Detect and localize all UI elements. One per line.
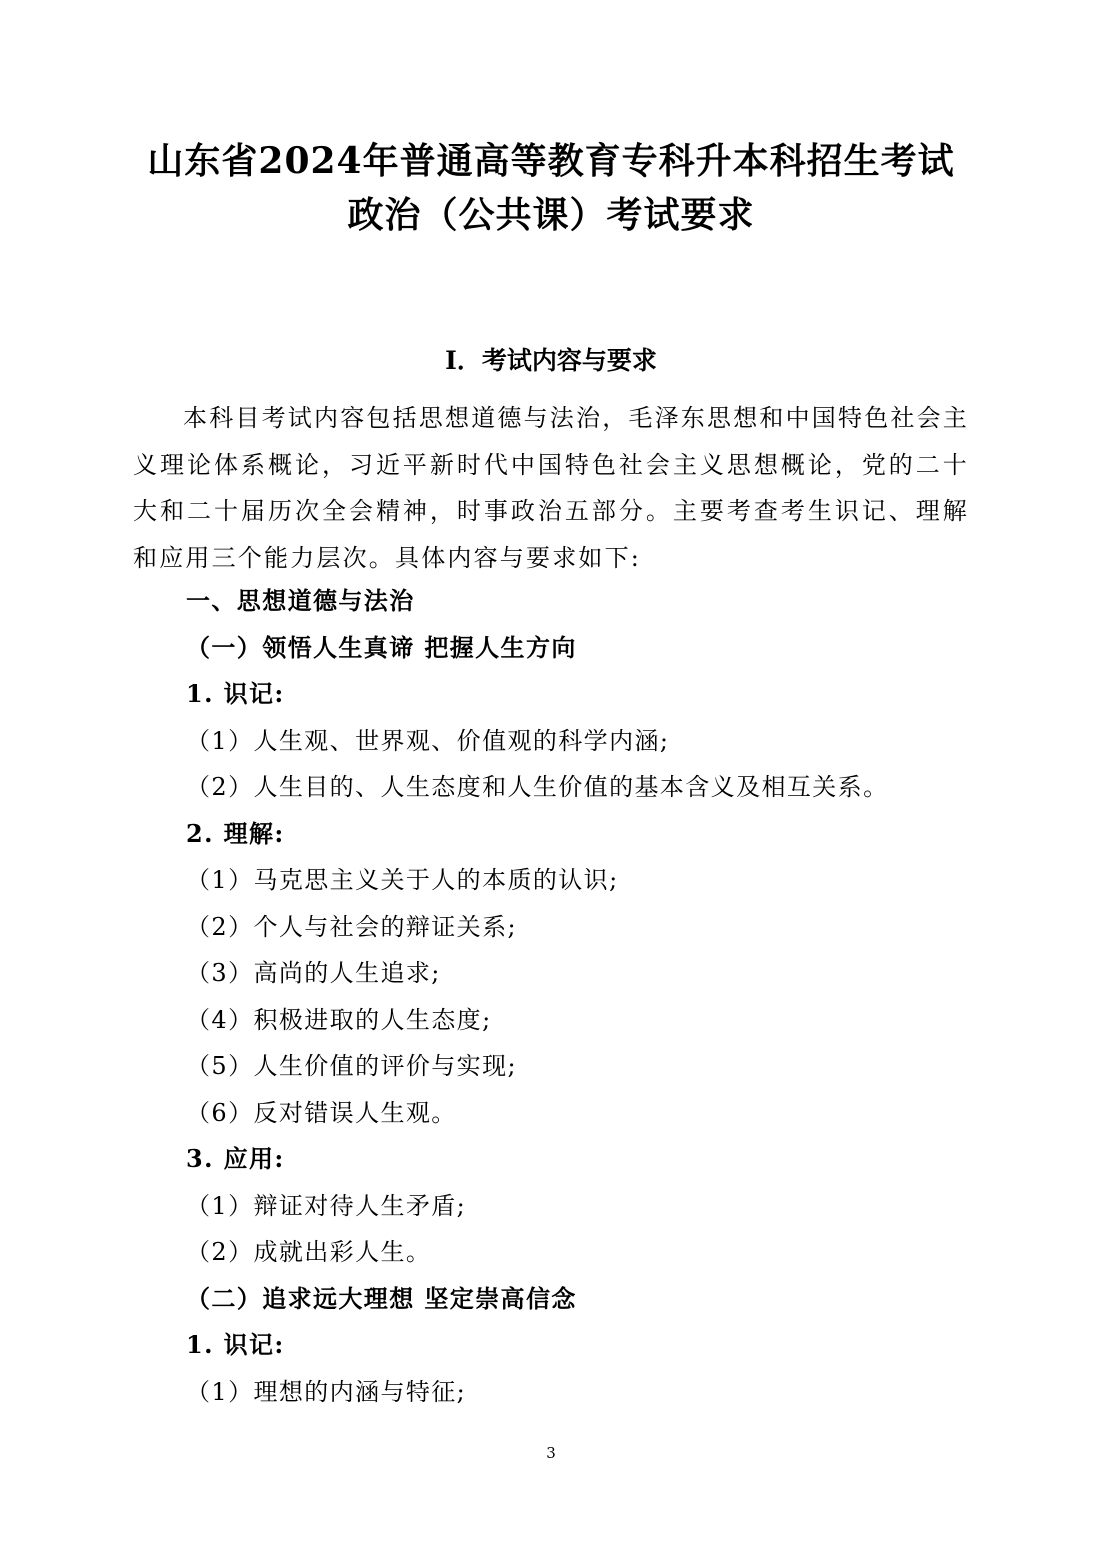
content-heading: （二）追求远大理想 坚定崇高信念 xyxy=(186,1283,577,1313)
content-heading: 一、思想道德与法治 xyxy=(186,586,415,615)
page-number: 3 xyxy=(546,1444,556,1462)
content-item: （5）人生价值的评价与实现; xyxy=(186,1052,517,1080)
document-title-line-1: 山东省2024年普通高等教育专科升本科招生考试 xyxy=(147,140,955,182)
content-item: （3）高尚的人生追求; xyxy=(186,959,441,987)
document-title-line-2: 政治（公共课）考试要求 xyxy=(347,194,755,236)
content-heading: 1. 识记: xyxy=(186,1330,285,1359)
content-item: （6）反对错误人生观。 xyxy=(186,1098,457,1127)
content-item: （2）成就出彩人生。 xyxy=(186,1238,432,1266)
content-item: （1）辩证对待人生矛盾; xyxy=(186,1191,467,1220)
content-item: （1）马克思主义关于人的本质的认识; xyxy=(186,866,619,894)
content-heading: 2. 理解: xyxy=(186,818,285,848)
content-item: （2）个人与社会的辩证关系; xyxy=(186,912,517,941)
content-heading: 3. 应用: xyxy=(186,1144,285,1173)
content-heading: （一）领悟人生真谛 把握人生方向 xyxy=(186,632,577,662)
content-item: （2）人生目的、人生态度和人生价值的基本含义及相互关系。 xyxy=(186,773,889,801)
content-item: （1）人生观、世界观、价值观的科学内涵; xyxy=(186,726,670,755)
content-item: （1）理想的内涵与特征; xyxy=(186,1377,467,1406)
content-item: （4）积极进取的人生态度; xyxy=(186,1005,492,1034)
intro-paragraph: 本科目考试内容包括思想道德与法治，毛泽东思想和中国特色社会主义理论体系概论，习近平新时代中国特色社会主义思想概论，党的二十大和二十届历次全会精神，时事政治五部分。主要考查考生识记、理解和应用三个能力层次。具体内容与要求如下: xyxy=(133,404,969,572)
section-heading: Ⅰ．考试内容与要求 xyxy=(445,346,657,375)
content-heading: 1. 识记: xyxy=(186,679,285,708)
